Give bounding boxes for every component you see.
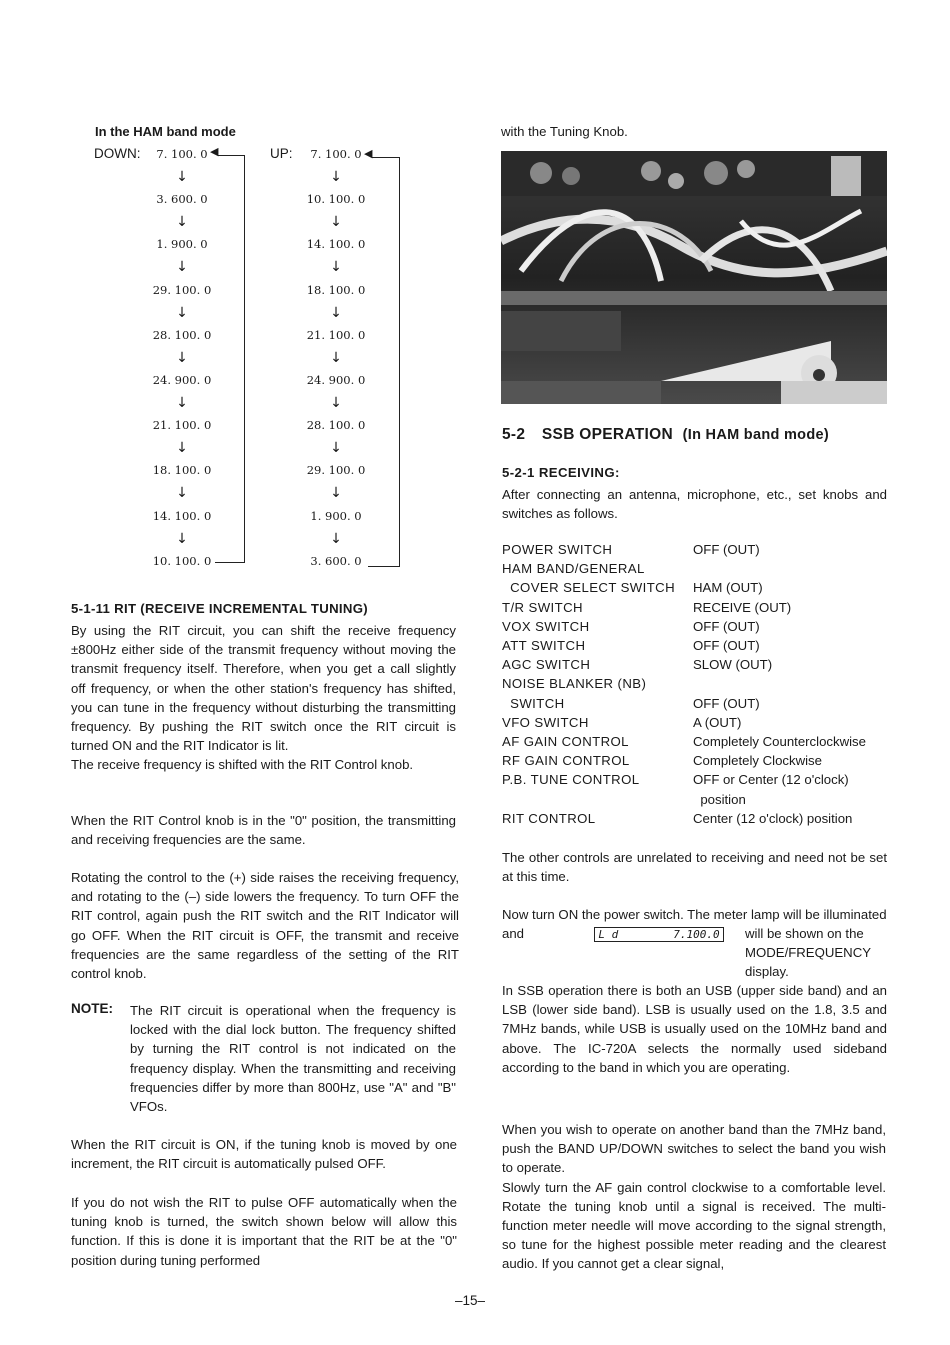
frequency-value: 7. 100. 0 bbox=[156, 147, 208, 161]
receiving-heading: 5-2-1 RECEIVING: bbox=[502, 465, 620, 480]
up-return-line bbox=[399, 157, 400, 567]
setting-value: RECEIVE (OUT) bbox=[693, 599, 792, 615]
display-frequency: 7.100.0 bbox=[673, 928, 720, 941]
section-5-2-title: SSB OPERATION bbox=[541, 426, 673, 443]
power-on-text-a: Now turn ON the power switch. The meter lamp will be illuminated and bbox=[502, 907, 887, 942]
setting-value: OFF (OUT) bbox=[693, 542, 760, 557]
setting-name: RIT CONTROL bbox=[502, 810, 596, 826]
other-controls-text: The other controls are unrelated to receiving and need not be set at this time. bbox=[502, 850, 887, 885]
down-arrow-icon: ↓ bbox=[330, 395, 342, 411]
down-arrow-icon: ↓ bbox=[330, 169, 342, 185]
note-label: NOTE: bbox=[71, 1001, 113, 1016]
frequency-value: 24. 900. 0 bbox=[306, 373, 366, 387]
down-arrow-icon: ↓ bbox=[176, 304, 188, 321]
setting-name: VFO SWITCH bbox=[502, 714, 589, 730]
section-5-2-subtitle: (In HAM band mode) bbox=[682, 427, 829, 443]
page-number: –15– bbox=[455, 1293, 486, 1308]
frequency-value: 24. 900. 0 bbox=[152, 373, 212, 387]
frequency-value: 21. 100. 0 bbox=[152, 418, 212, 433]
down-arrow-icon: ↓ bbox=[330, 440, 342, 457]
receiving-intro: After connecting an antenna, microphone, etc., set knobs and switches as follows. bbox=[502, 487, 887, 522]
up-return-arrowhead: ◀ bbox=[364, 147, 373, 160]
frequency-value: 3. 600. 0 bbox=[156, 192, 208, 207]
setting-name: T/R SWITCH bbox=[502, 599, 583, 615]
rit-paragraph-2: When the RIT Control knob is in the "0" position, the transmitting and receiving frequencies are the same. bbox=[71, 813, 456, 848]
frequency-value: 1. 900. 0 bbox=[310, 508, 362, 523]
frequency-value: 29. 100. 0 bbox=[152, 282, 212, 297]
power-on-text-b: will be shown on the MODE/FREQUENCY display. bbox=[745, 926, 871, 980]
frequency-value: 28. 100. 0 bbox=[152, 327, 212, 342]
down-arrow-icon: ↓ bbox=[176, 349, 188, 366]
frequency-value: 14. 100. 0 bbox=[152, 508, 212, 523]
frequency-value: 10. 100. 0 bbox=[152, 553, 212, 568]
frequency-value: 3. 600. 0 bbox=[310, 553, 362, 568]
setting-name: AF GAIN CONTROL bbox=[502, 734, 629, 749]
setting-value: SLOW (OUT) bbox=[693, 657, 773, 673]
frequency-value: 29. 100. 0 bbox=[306, 463, 366, 478]
down-arrow-icon: ↓ bbox=[330, 485, 342, 502]
setting-name: COVER SELECT SWITCH bbox=[502, 580, 676, 596]
down-return-arrowhead: ◀ bbox=[210, 145, 219, 158]
display-mode: L d bbox=[598, 928, 619, 941]
down-arrow-icon: ↓ bbox=[176, 485, 188, 502]
setting-name: ATT SWITCH bbox=[502, 638, 586, 653]
frequency-value: 1. 900. 0 bbox=[156, 237, 208, 252]
setting-value: Completely Counterclockwise bbox=[693, 734, 866, 749]
setting-name: SWITCH bbox=[502, 695, 565, 711]
setting-name: VOX SWITCH bbox=[502, 618, 590, 634]
setting-value: OFF (OUT) bbox=[693, 618, 760, 634]
setting-value: OFF or Center (12 o'clock) bbox=[693, 772, 849, 788]
section-5-2-heading bbox=[502, 426, 829, 444]
setting-value: OFF (OUT) bbox=[693, 638, 760, 653]
down-arrow-icon: ↓ bbox=[176, 395, 188, 411]
frequency-value: 7. 100. 0 bbox=[310, 147, 362, 161]
frequency-display bbox=[594, 927, 723, 942]
frequency-value: 28. 100. 0 bbox=[306, 418, 366, 433]
rit-heading: 5-1-11 RIT (RECEIVE INCREMENTAL TUNING) bbox=[71, 601, 368, 616]
internal-switch-photo bbox=[501, 151, 887, 404]
setting-value: A (OUT) bbox=[693, 714, 742, 730]
frequency-value: 10. 100. 0 bbox=[306, 192, 366, 207]
frequency-value: 18. 100. 0 bbox=[306, 282, 366, 297]
setting-name: AGC SWITCH bbox=[502, 657, 591, 673]
setting-value: OFF (OUT) bbox=[693, 695, 760, 711]
down-arrow-icon: ↓ bbox=[176, 440, 188, 457]
setting-name: NOISE BLANKER (NB) bbox=[502, 676, 647, 692]
down-top-line bbox=[218, 155, 245, 156]
down-arrow-icon: ↓ bbox=[176, 259, 188, 276]
setting-name: P.B. TUNE CONTROL bbox=[502, 772, 640, 788]
down-arrow-icon: ↓ bbox=[330, 259, 342, 276]
rit-paragraph-1: By using the RIT circuit, you can shift the receive frequency ±800Hz either side of the transmit frequency without moving the transmit frequency itself. Therefore, when you get a call slightly off frequency, or when the other station's frequency has shifted, you can tune in the frequency without disturbing the transmitting frequency. By pushing the RIT switch once the RIT circuit is turned ON and the RIT Indicator is lit. bbox=[71, 623, 456, 754]
down-arrow-icon: ↓ bbox=[330, 214, 342, 231]
setting-value: HAM (OUT) bbox=[693, 580, 763, 596]
rit-paragraph-4: When the RIT circuit is ON, if the tuning knob is moved by one increment, the RIT circuit is automatically pulsed OFF. bbox=[71, 1137, 457, 1172]
section-5-2-number: 5-2 bbox=[502, 426, 526, 443]
setting-name: RF GAIN CONTROL bbox=[502, 753, 630, 769]
down-arrow-icon: ↓ bbox=[330, 530, 342, 547]
rit-paragraph-1b: The receive frequency is shifted with the RIT Control knob. bbox=[71, 757, 414, 773]
photo-illustration bbox=[501, 151, 887, 404]
down-label: DOWN: bbox=[94, 146, 141, 161]
down-arrow-icon: ↓ bbox=[176, 169, 188, 185]
up-top-line bbox=[372, 157, 400, 158]
frequency-value: 14. 100. 0 bbox=[306, 237, 366, 252]
down-arrow-icon: ↓ bbox=[176, 214, 188, 231]
down-return-line bbox=[244, 155, 245, 563]
frequency-value: 18. 100. 0 bbox=[152, 463, 212, 478]
ham-band-title: In the HAM band mode bbox=[95, 124, 236, 139]
frequency-value: 21. 100. 0 bbox=[306, 327, 366, 342]
rit-paragraph-3: Rotating the control to the (+) side raises the receiving frequency, and rotating to the (–) side lowers the frequency. To turn OFF the RIT control, again push the RIT switch and the RIT Indicator will go OFF. When the RIT circuit is OFF, the transmit and receive frequencies are the same regardless of the setting of the RIT control knob. bbox=[71, 870, 459, 982]
down-arrow-icon: ↓ bbox=[330, 304, 342, 321]
down-arrow-icon: ↓ bbox=[176, 530, 188, 547]
note-text: The RIT circuit is operational when the frequency is locked with the dial lock button. The frequency shifted by turning the RIT control is not indicated on the frequency display. When the transmitting and receiving frequencies differ by more than 800Hz, use "A" and "B" VFOs. bbox=[130, 1003, 456, 1115]
down-arrow-icon: ↓ bbox=[330, 349, 342, 366]
setting-value: Center (12 o'clock) position bbox=[693, 810, 853, 826]
rit-paragraph-5: If you do not wish the RIT to pulse OFF automatically when the tuning knob is turned, the switch shown below will allow this function. If this is done it is important that the RIT be at the "0" position during tuning performed bbox=[71, 1195, 457, 1268]
tuning-knob-text: with the Tuning Knob. bbox=[501, 124, 628, 139]
ssb-paragraph: In SSB operation there is both an USB (upper side band) and an LSB (lower side band). LSB is usually used on the 1.8, 3.5 and 7MHz bands, while USB is usually used on the 10MHz band and above. The IC-720A selects the normally used sideband according to the band in which you are operating. bbox=[502, 983, 887, 1075]
setting-value: Completely Clockwise bbox=[693, 753, 822, 769]
af-gain-paragraph: Slowly turn the AF gain control clockwise to a comfortable level. Rotate the tuning knob until a signal is received. The multi-function meter needle will move according to the signal strength, so tune for the highest possible meter reading and the clearest audio. If you cannot get a clear signal, bbox=[502, 1179, 886, 1272]
band-paragraph: When you wish to operate on another band than the 7MHz band, push the BAND UP/DOWN switches to select the band you wish to operate. bbox=[502, 1122, 886, 1176]
setting-value: position bbox=[693, 791, 746, 807]
setting-name: POWER SWITCH bbox=[502, 542, 613, 557]
setting-name: HAM BAND/GENERAL bbox=[502, 561, 645, 577]
up-label: UP: bbox=[270, 146, 293, 161]
